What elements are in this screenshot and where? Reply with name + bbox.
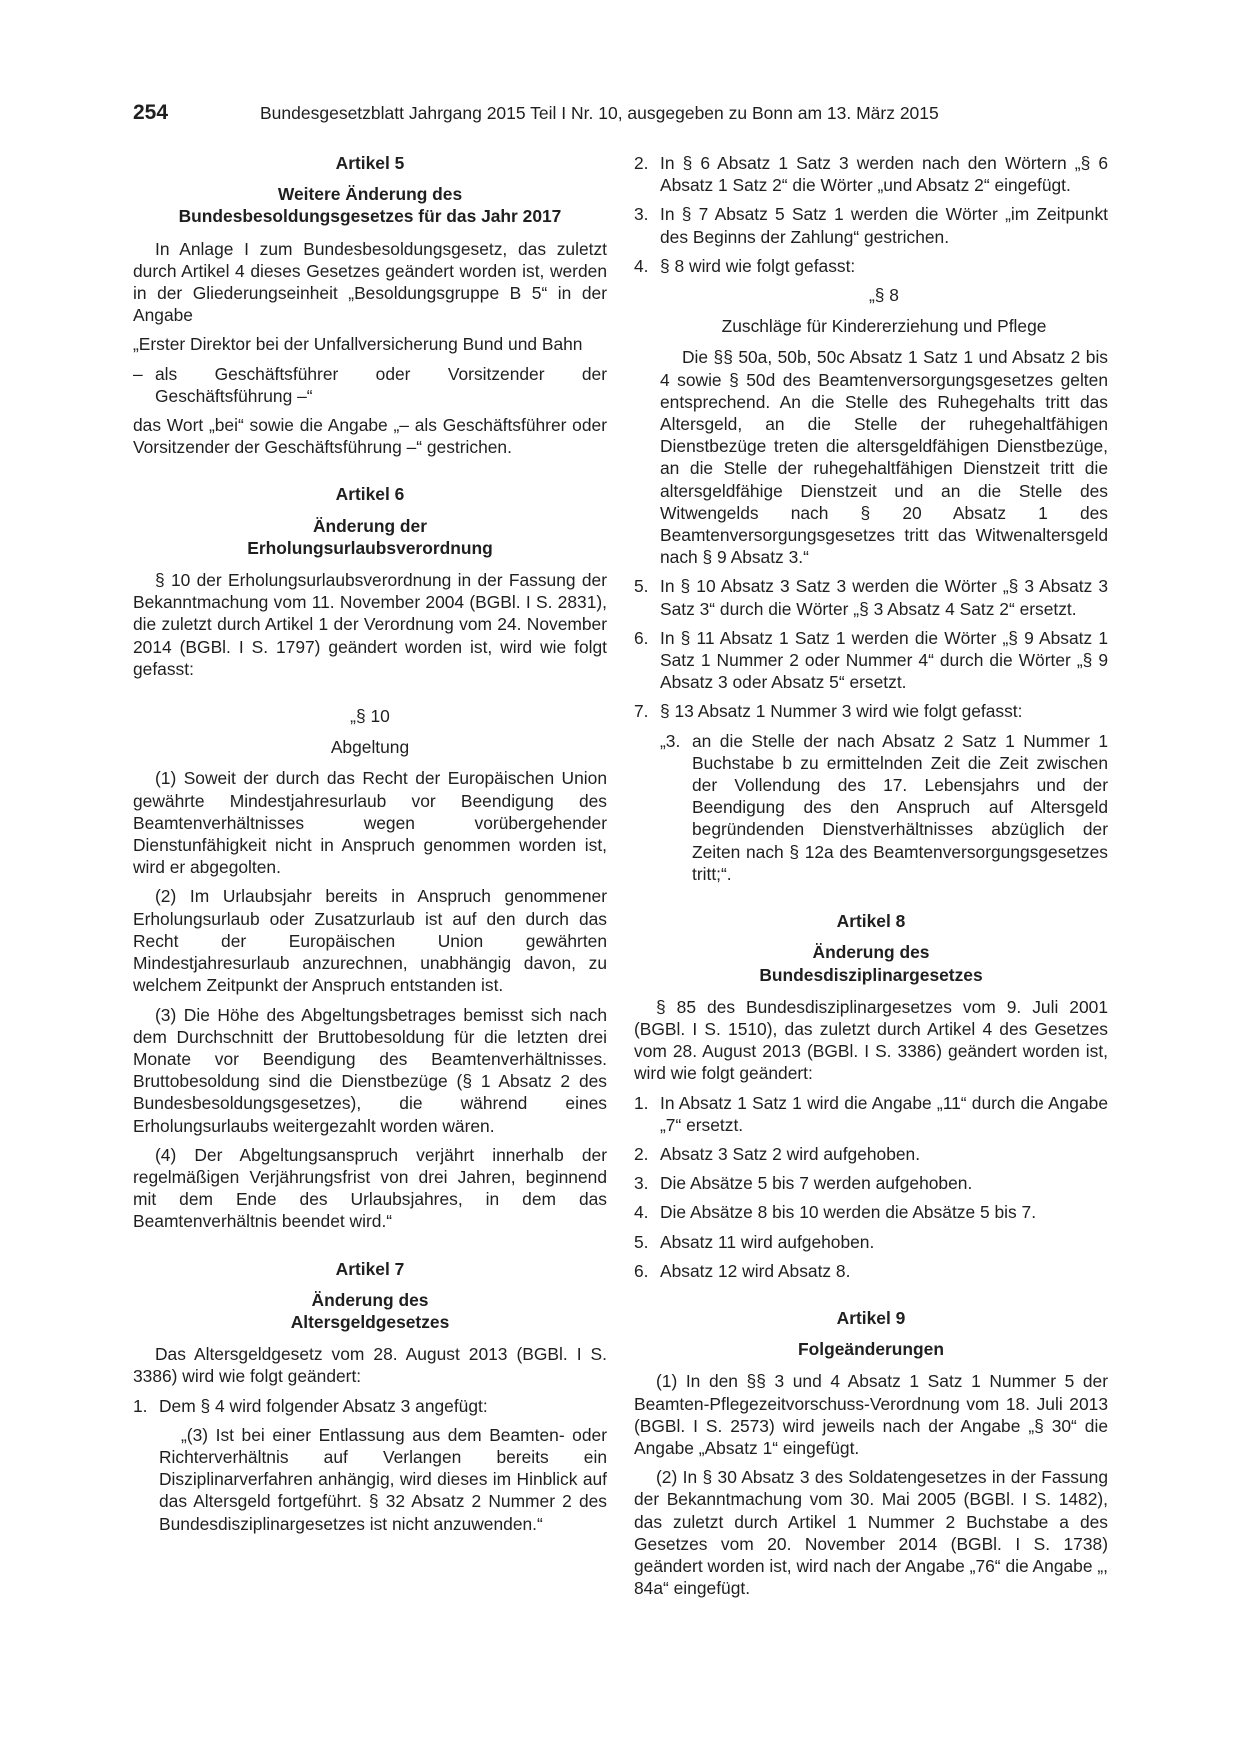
section-8-number: „§ 8	[869, 285, 899, 306]
article-5-dash-item	[133, 363, 607, 407]
item-number: 6.	[634, 627, 649, 648]
article-5-title: Artikel 5	[335, 153, 405, 173]
article-8-item-5	[634, 1231, 1108, 1253]
item-number: 4.	[634, 1202, 649, 1223]
item-number: 2.	[634, 153, 649, 173]
article-7-item-5	[634, 575, 1108, 619]
article-8-item-1	[634, 1092, 1108, 1136]
section-10-title: Abgeltung	[330, 737, 410, 758]
article-8-heading-line-2: Bundesdisziplinargesetzes	[759, 964, 983, 985]
article-6-heading-line-2: Erholungsurlaubsverordnung	[247, 537, 493, 558]
article-5-heading-line-1: Weitere Änderung des	[277, 184, 463, 205]
section-10-number: „§ 10	[350, 706, 390, 727]
section-8-title: Zuschläge für Kindererziehung und Pflege	[721, 316, 1047, 337]
article-7-item-2	[634, 152, 1108, 196]
item-number: 6.	[634, 1260, 649, 1281]
item-number: 5.	[634, 576, 649, 597]
item-number: 2.	[634, 1143, 649, 1164]
section-10-absatz-2: (2) Im Urlaubsjahr bereits in Anspruch genommener Erholungsurlaub oder Zusatzurlaub ist auf den durch das Recht der Europäischen Union gewährten Mindestjahresurlaub anzurechnen, unabhängig davon, zu welchem Zeitpunkt der Anspruch entstanden ist.	[133, 886, 607, 996]
article-6-title: Artikel 6	[335, 484, 405, 505]
article-8-item-2	[634, 1143, 1108, 1165]
article-6-paragraph-1: § 10 der Erholungsurlaubsverordnung in der Fassung der Bekanntmachung vom 11. November 2004 (BGBl. I S. 2831), die zuletzt durch Artikel 1 der Verordnung vom 24. November 2014 (BGBl. I S. 1797) geändert worden ist, wird wie folgt gefasst:	[133, 570, 607, 679]
section-10-absatz-4: (4) Der Abgeltungsanspruch verjährt innerhalb der regelmäßigen Verjährungsfrist von drei Jahren, beginnend mit dem Ende des Urlaubsjahres, in dem das Beamtenverhältnis beendet wird.“	[133, 1144, 607, 1232]
article-7-heading-line-2: Altersgeldgesetzes	[290, 1311, 450, 1332]
section-10-absatz-3: (3) Die Höhe des Abgeltungsbetrages bemisst sich nach dem Durchschnitt der Bruttobesoldung für die letzten drei Monate vor Beendigung des Beamtenverhältnisses. Bruttobesoldung sind die Dienstbezüge (§ 1 Absatz 2 des Bundesbesoldungsgesetzes), die während eines Erholungsurlaubs weitergezahlt worden wären.	[133, 1004, 607, 1136]
item-number: 7.	[634, 701, 649, 722]
item-text: Die Absätze 8 bis 10 werden die Absätze 5 bis 7.	[660, 1202, 1037, 1223]
article-7-item-4	[634, 255, 1108, 277]
item-text: Dem § 4 wird folgender Absatz 3 angefügt:	[159, 1395, 488, 1416]
article-9-heading-line-1: Folgeänderungen	[798, 1339, 944, 1360]
article-7-item-7-subitem	[660, 730, 1108, 885]
item-text: In Absatz 1 Satz 1 wird die Angabe „11“ durch die Angabe „7“ ersetzt.	[660, 1092, 1108, 1135]
article-5-paragraph-3: das Wort „bei“ sowie die Angabe „– als Geschäftsführer oder Vorsitzender der Geschäftsführung –“ gestrichen.	[133, 415, 607, 458]
article-8-heading-line-1: Änderung des	[812, 942, 930, 963]
item-number: 1.	[133, 1395, 148, 1416]
item-number: 3.	[634, 1173, 649, 1194]
subitem-number: „3.	[660, 730, 681, 751]
subitem-text: an die Stelle der nach Absatz 2 Satz 1 Nummer 1 Buchstabe b zu ermittelnden Zeit die Zeit zwischen der Vollendung des 17. Lebensjahrs und der Beendigung des den Anspruch auf Altersgeld begründenden Dienstverhältnisses abzüglich der Zeiten nach § 12a des Beamtenversorgungsgesetzes tritt;“.	[692, 730, 1108, 884]
article-9-absatz-1: (1) In den §§ 3 und 4 Absatz 1 Satz 1 Nummer 5 der Beamten-Pflegezeitvorschuss-Verordnung vom 18. Juli 2013 (BGBl. I S. 2573) wird jeweils nach der Angabe „§ 30“ die Angabe „Absatz 1“ eingefügt.	[634, 1371, 1108, 1458]
dash-item-text: als Geschäftsführer oder Vorsitzender der Geschäftsführung –“	[155, 363, 607, 406]
article-7-paragraph-1: Das Altersgeldgesetz vom 28. August 2013 (BGBl. I S. 3386) wird wie folgt geändert:	[133, 1344, 607, 1387]
article-5-heading-line-2: Bundesbesoldungsgesetzes für das Jahr 2017	[178, 206, 562, 227]
item-number: 1.	[634, 1092, 649, 1113]
article-7-heading	[133, 1289, 607, 1333]
item-text: Absatz 3 Satz 2 wird aufgehoben.	[660, 1143, 921, 1164]
dash-marker: –	[133, 363, 143, 384]
item-number: 3.	[634, 204, 649, 225]
article-9-heading	[634, 1338, 1108, 1360]
article-7-item-6	[634, 627, 1108, 694]
article-7-item-1	[133, 1395, 607, 1417]
item-text: § 8 wird wie folgt gefasst:	[660, 255, 856, 276]
article-5-paragraph-1: In Anlage I zum Bundesbesoldungsgesetz, das zuletzt durch Artikel 4 dieses Gesetzes geändert worden ist, werden in der Gliederungseinheit „Besoldungsgruppe B 5“ in der Angabe	[133, 238, 607, 326]
item-text: In § 7 Absatz 5 Satz 1 werden die Wörter „im Zeitpunkt des Beginns der Zahlung“ gestrichen.	[660, 204, 1108, 247]
item-number: 5.	[634, 1231, 649, 1252]
item-text: Absatz 11 wird aufgehoben.	[660, 1231, 875, 1252]
article-7-title: Artikel 7	[335, 1258, 405, 1279]
left-column	[133, 152, 607, 1542]
article-6-heading-line-1: Änderung der	[312, 515, 427, 536]
article-6-heading	[133, 515, 607, 559]
article-7-item-7	[634, 700, 1108, 722]
article-8-item-6	[634, 1260, 1108, 1282]
article-7-item-3	[634, 203, 1108, 247]
right-column	[634, 152, 1108, 1606]
section-8-text: Die §§ 50a, 50b, 50c Absatz 1 Satz 1 und Absatz 2 bis 4 sowie § 50d des Beamtenversorgungsgesetzes gelten entsprechend. An die Stelle des Ruhegehalts tritt das Altersgeld, an die Stelle der ruhegehaltfähigen Dienstbezüge treten die altersgeldfähigen Dienstbezüge, an die Stelle der ruhegehaltfähigen Dienstzeit tritt die altersgeldfähige Dienstzeit und an die Stelle des Witwengelds nach § 20 Absatz 1 des Beamtenversorgungsgesetzes tritt das Witwenaltersgeld nach § 9 Absatz 3.“	[660, 347, 1108, 568]
article-8-heading	[634, 941, 1108, 985]
item-text: Absatz 12 wird Absatz 8.	[660, 1260, 851, 1281]
item-text: In § 11 Absatz 1 Satz 1 werden die Wörter „§ 9 Absatz 1 Satz 1 Nummer 2 oder Nummer 4“ durch die Wörter „§ 9 Absatz 3 oder Absatz 5“ ersetzt.	[660, 627, 1108, 693]
item-text: In § 10 Absatz 3 Satz 3 werden die Wörter „§ 3 Absatz 3 Satz 3“ durch die Wörter „§ 3 Absatz 4 Satz 2“ ersetzt.	[660, 576, 1108, 619]
item-number: 4.	[634, 255, 649, 276]
article-7-heading-line-1: Änderung des	[311, 1289, 429, 1310]
item-text: § 13 Absatz 1 Nummer 3 wird wie folgt gefasst:	[660, 701, 1023, 722]
article-8-paragraph-1: § 85 des Bundesdisziplinargesetzes vom 9. Juli 2001 (BGBl. I S. 1510), das zuletzt durch Artikel 4 des Gesetzes vom 28. August 2013 (BGBl. I S. 3386) geändert worden ist, wird wie folgt geändert:	[634, 996, 1108, 1084]
running-header: Bundesgesetzblatt Jahrgang 2015 Teil I Nr. 10, ausgegeben zu Bonn am 13. März 2015	[260, 103, 939, 123]
article-8-item-4	[634, 1201, 1108, 1223]
article-9-title: Artikel 9	[836, 1307, 906, 1328]
section-10-absatz-1: (1) Soweit der durch das Recht der Europäischen Union gewährte Mindestjahresurlaub vor Beendigung des Beamtenverhältnisses wegen vorübergehender Dienstunfähigkeit nicht in Anspruch genommen worden ist, wird er abgegolten.	[133, 768, 607, 878]
article-7-item-1-quote: „(3) Ist bei einer Entlassung aus dem Beamten- oder Richterverhältnis auf Verlangen bereits ein Disziplinarverfahren anhängig, wird dieses im Hinblick auf das Altersgeld fortgeführt. § 32 Absatz 2 Nummer 2 des Bundesdisziplinargesetzes ist nicht anzuwenden.“	[159, 1424, 607, 1534]
item-text: In § 6 Absatz 1 Satz 3 werden nach den Wörtern „§ 6 Absatz 1 Satz 2“ die Wörter „und Absatz 2“ eingefügt.	[660, 153, 1108, 196]
article-8-title: Artikel 8	[836, 911, 906, 932]
article-5-paragraph-2: „Erster Direktor bei der Unfallversicherung Bund und Bahn	[133, 334, 583, 355]
article-8-item-3	[634, 1172, 1108, 1194]
item-text: Die Absätze 5 bis 7 werden aufgehoben.	[660, 1173, 973, 1194]
page-number: 254	[133, 101, 169, 124]
article-5-heading	[133, 183, 607, 227]
article-9-absatz-2: (2) In § 30 Absatz 3 des Soldatengesetzes in der Fassung der Bekanntmachung vom 30. Mai 2005 (BGBl. I S. 1482), das zuletzt durch Artikel 1 Nummer 2 Buchstabe a des Gesetzes vom 20. November 2014 (BGBl. I S. 1738) geändert worden ist, wird nach der Angabe „76“ die Angabe „, 84a“ eingefügt.	[634, 1467, 1108, 1599]
